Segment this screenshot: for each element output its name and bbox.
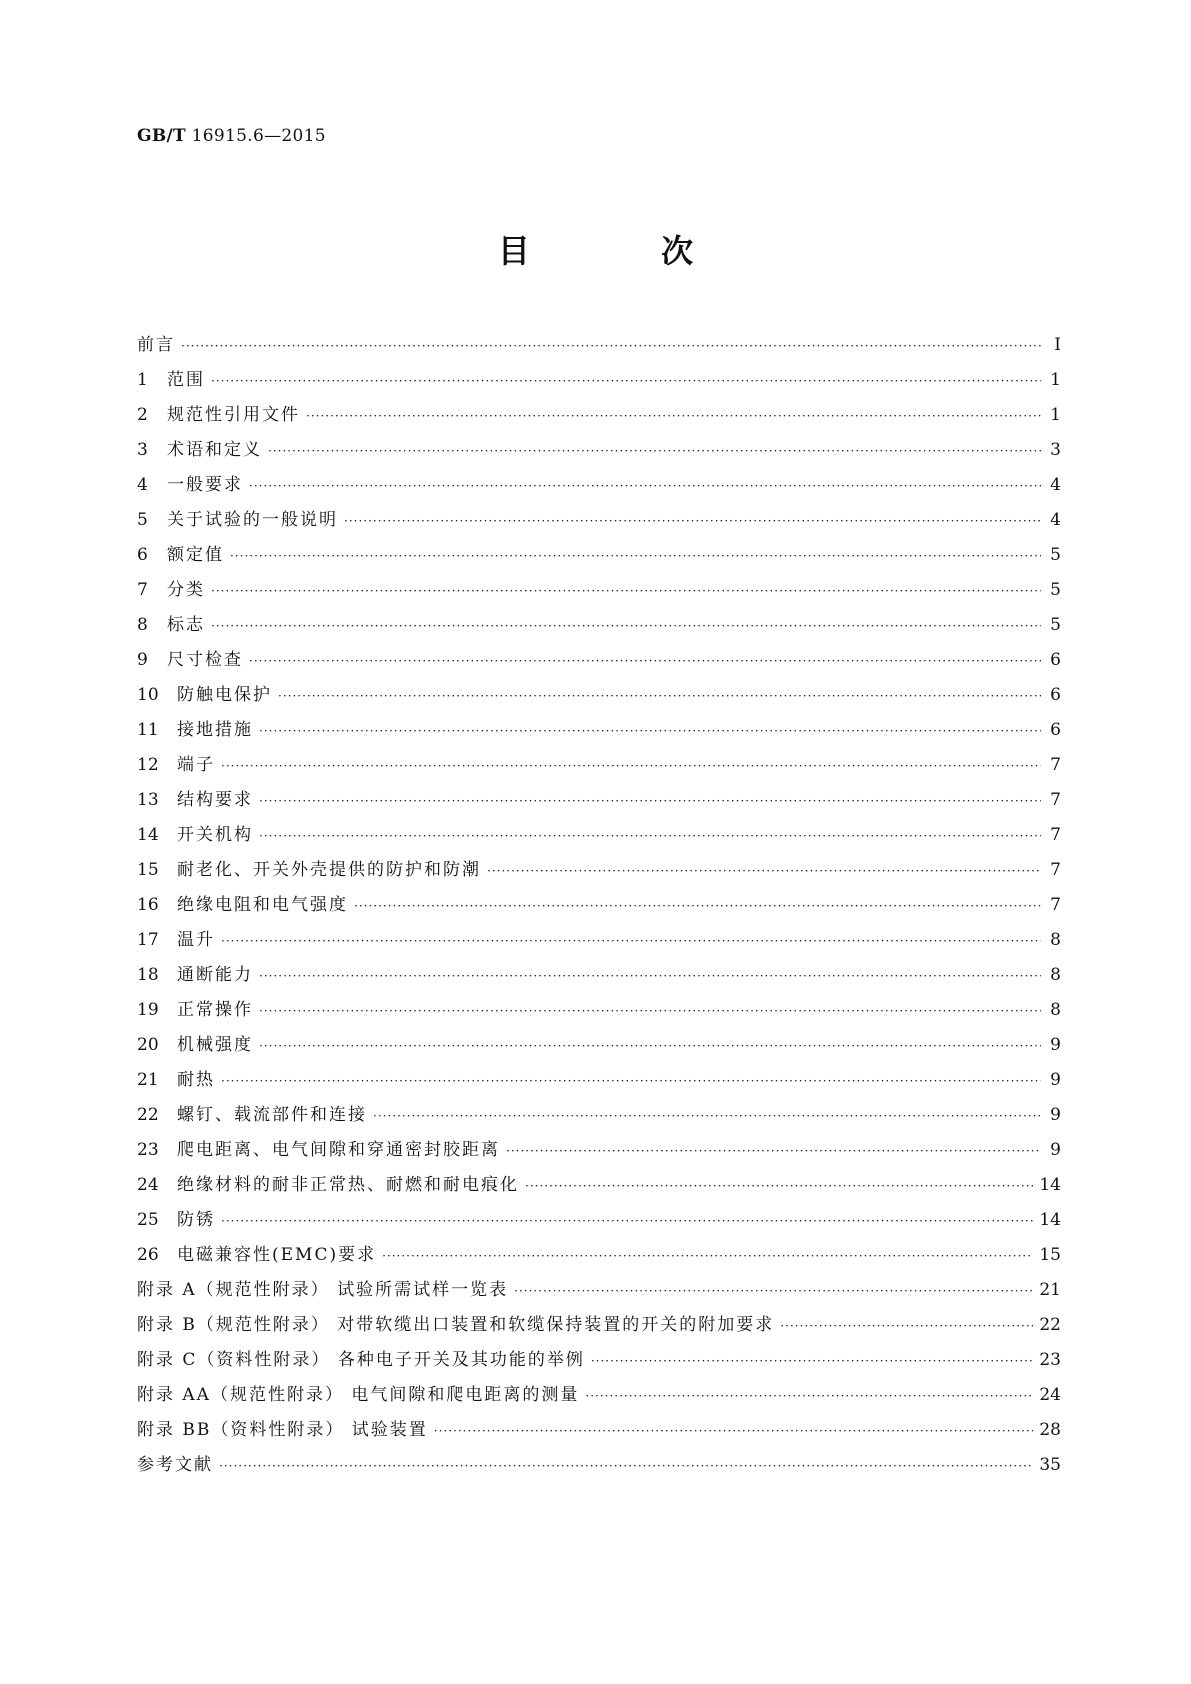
toc-entry[interactable]	[137, 643, 1061, 678]
toc-entry-page: 24	[1039, 1385, 1061, 1405]
page-title: 目 次	[497, 232, 754, 270]
toc-entry-number: 18	[137, 965, 159, 985]
toc-leader-dots	[278, 679, 1041, 714]
toc-entry-page: 23	[1039, 1350, 1061, 1370]
toc-leader-dots	[525, 1169, 1033, 1204]
toc-entry-number: 14	[137, 825, 159, 845]
toc-entry-label: 防锈	[177, 1210, 215, 1230]
table-of-contents	[137, 328, 1061, 1483]
toc-entry-page: 1	[1050, 370, 1061, 390]
toc-entry[interactable]	[137, 713, 1061, 748]
toc-entry[interactable]	[137, 608, 1061, 643]
toc-leader-dots	[249, 644, 1041, 679]
toc-entry-page: 7	[1050, 860, 1061, 880]
toc-leader-dots	[230, 539, 1041, 574]
toc-leader-dots	[354, 889, 1041, 924]
toc-entry-page: 22	[1039, 1315, 1061, 1335]
toc-entry-number: 7	[137, 580, 148, 600]
standard-code: 16915.6—2015	[191, 126, 326, 146]
toc-entry-label: 规范性引用文件	[167, 405, 300, 425]
toc-entry-page: 7	[1050, 825, 1061, 845]
toc-entry-page: 5	[1050, 545, 1061, 565]
toc-entry-label: 附录 B（规范性附录） 对带软缆出口装置和软缆保持装置的开关的附加要求	[137, 1315, 775, 1335]
toc-entry-label: 螺钉、载流部件和连接	[177, 1105, 367, 1125]
toc-entry-page: 5	[1050, 615, 1061, 635]
toc-entry-page: Ⅰ	[1054, 335, 1061, 355]
toc-leader-dots	[221, 924, 1041, 959]
toc-entry-label: 标志	[167, 615, 205, 635]
toc-leader-dots	[268, 434, 1041, 469]
toc-entry[interactable]	[137, 1343, 1061, 1378]
toc-entry-number: 12	[137, 755, 159, 775]
toc-entry[interactable]	[137, 398, 1061, 433]
toc-entry-label: 附录 C（资料性附录） 各种电子开关及其功能的举例	[137, 1350, 585, 1370]
toc-leader-dots	[259, 959, 1041, 994]
toc-entry-number: 26	[137, 1245, 159, 1265]
toc-entry-page: 8	[1050, 930, 1061, 950]
toc-entry-page: 14	[1039, 1210, 1061, 1230]
toc-entry-page: 6	[1050, 720, 1061, 740]
toc-entry-number: 25	[137, 1210, 159, 1230]
toc-leader-dots	[221, 1064, 1041, 1099]
toc-entry[interactable]	[137, 1133, 1061, 1168]
toc-entry-page: 7	[1050, 895, 1061, 915]
toc-leader-dots	[514, 1274, 1033, 1309]
toc-entry[interactable]	[137, 1203, 1061, 1238]
toc-entry-page: 9	[1050, 1035, 1061, 1055]
toc-leader-dots	[382, 1239, 1033, 1274]
toc-entry[interactable]	[137, 888, 1061, 923]
toc-entry-number: 9	[137, 650, 148, 670]
toc-entry-label: 结构要求	[177, 790, 253, 810]
toc-entry[interactable]	[137, 1238, 1061, 1273]
toc-entry-label: 尺寸检查	[167, 650, 243, 670]
toc-entry[interactable]	[137, 783, 1061, 818]
toc-entry-label: 参考文献	[137, 1455, 213, 1475]
toc-entry[interactable]	[137, 958, 1061, 993]
toc-entry[interactable]	[137, 1098, 1061, 1133]
toc-leader-dots	[221, 749, 1041, 784]
toc-leader-dots	[434, 1414, 1034, 1449]
toc-entry-number: 15	[137, 860, 159, 880]
toc-entry[interactable]	[137, 923, 1061, 958]
toc-entry[interactable]	[137, 1063, 1061, 1098]
toc-entry-number: 19	[137, 1000, 159, 1020]
toc-entry-number: 4	[137, 475, 148, 495]
toc-entry-label: 分类	[167, 580, 205, 600]
toc-leader-dots	[259, 714, 1041, 749]
toc-entry-label: 接地措施	[177, 720, 253, 740]
toc-entry[interactable]	[137, 1273, 1061, 1308]
toc-entry[interactable]	[137, 1448, 1061, 1483]
toc-entry-label: 附录 BB（资料性附录） 试验装置	[137, 1420, 428, 1440]
toc-entry-label: 机械强度	[177, 1035, 253, 1055]
toc-entry-page: 21	[1039, 1280, 1061, 1300]
toc-leader-dots	[591, 1344, 1034, 1379]
toc-leader-dots	[344, 504, 1041, 539]
toc-entry-number: 21	[137, 1070, 159, 1090]
toc-entry-label: 正常操作	[177, 1000, 253, 1020]
toc-entry[interactable]	[137, 1168, 1061, 1203]
toc-entry-number: 11	[137, 720, 159, 740]
toc-leader-dots	[219, 1449, 1033, 1484]
toc-entry-number: 2	[137, 405, 148, 425]
toc-entry-page: 8	[1050, 965, 1061, 985]
toc-leader-dots	[259, 994, 1041, 1029]
toc-entry-page: 3	[1050, 440, 1061, 460]
toc-entry-label: 绝缘电阻和电气强度	[177, 895, 348, 915]
toc-entry-number: 8	[137, 615, 148, 635]
toc-entry[interactable]	[137, 853, 1061, 888]
toc-entry-number: 17	[137, 930, 159, 950]
toc-entry-page: 28	[1039, 1420, 1061, 1440]
toc-leader-dots	[487, 854, 1041, 889]
toc-entry-page: 14	[1039, 1175, 1061, 1195]
toc-entry-number: 6	[137, 545, 148, 565]
toc-entry-number: 24	[137, 1175, 159, 1195]
toc-entry-label: 电磁兼容性(EMC)要求	[177, 1245, 377, 1265]
toc-entry[interactable]	[137, 503, 1061, 538]
toc-leader-dots	[221, 1204, 1033, 1239]
toc-entry[interactable]	[137, 818, 1061, 853]
toc-entry[interactable]	[137, 363, 1061, 398]
toc-entry-page: 15	[1039, 1245, 1061, 1265]
toc-entry-number: 20	[137, 1035, 159, 1055]
toc-leader-dots	[506, 1134, 1041, 1169]
toc-entry[interactable]	[137, 1308, 1061, 1343]
toc-entry[interactable]	[137, 748, 1061, 783]
toc-entry[interactable]	[137, 468, 1061, 503]
toc-leader-dots	[211, 609, 1041, 644]
toc-entry-label: 通断能力	[177, 965, 253, 985]
standard-prefix: GB/T	[137, 126, 186, 146]
toc-leader-dots	[211, 364, 1041, 399]
toc-entry-number: 23	[137, 1140, 159, 1160]
toc-entry-label: 温升	[177, 930, 215, 950]
toc-entry-page: 1	[1050, 405, 1061, 425]
toc-leader-dots	[259, 784, 1041, 819]
toc-entry-label: 端子	[177, 755, 215, 775]
toc-entry-label: 额定值	[167, 545, 224, 565]
toc-leader-dots	[585, 1379, 1033, 1414]
toc-leader-dots	[259, 1029, 1041, 1064]
toc-entry-label: 附录 AA（规范性附录） 电气间隙和爬电距离的测量	[137, 1385, 580, 1405]
toc-entry-page: 7	[1050, 790, 1061, 810]
toc-entry[interactable]	[137, 1378, 1061, 1413]
toc-entry-label: 关于试验的一般说明	[167, 510, 338, 530]
toc-entry-label: 耐热	[177, 1070, 215, 1090]
toc-entry-label: 耐老化、开关外壳提供的防护和防潮	[177, 860, 481, 880]
toc-entry-label: 术语和定义	[167, 440, 262, 460]
toc-entry-label: 开关机构	[177, 825, 253, 845]
toc-entry-page: 8	[1050, 1000, 1061, 1020]
toc-entry-number: 5	[137, 510, 148, 530]
toc-entry-page: 6	[1050, 650, 1061, 670]
toc-entry-number: 22	[137, 1105, 159, 1125]
toc-entry-page: 9	[1050, 1140, 1061, 1160]
toc-entry-page: 35	[1039, 1455, 1061, 1475]
toc-entry-number: 13	[137, 790, 159, 810]
toc-entry-label: 前言	[137, 335, 175, 355]
toc-entry-label: 爬电距离、电气间隙和穿通密封胶距离	[177, 1140, 500, 1160]
toc-entry-label: 附录 A（规范性附录） 试验所需试样一览表	[137, 1280, 509, 1300]
toc-entry-page: 7	[1050, 755, 1061, 775]
toc-entry[interactable]	[137, 1028, 1061, 1063]
toc-entry-page: 6	[1050, 685, 1061, 705]
toc-entry-label: 范围	[167, 370, 205, 390]
toc-entry[interactable]	[137, 538, 1061, 573]
toc-entry-label: 一般要求	[167, 475, 243, 495]
toc-entry-page: 9	[1050, 1070, 1061, 1090]
toc-entry[interactable]	[137, 328, 1061, 363]
toc-leader-dots	[249, 469, 1041, 504]
toc-entry-number: 3	[137, 440, 148, 460]
toc-entry[interactable]	[137, 1413, 1061, 1448]
toc-entry-number: 1	[137, 370, 148, 390]
toc-entry-page: 4	[1050, 475, 1061, 495]
toc-entry-page: 4	[1050, 510, 1061, 530]
toc-leader-dots	[306, 399, 1041, 434]
toc-entry[interactable]	[137, 993, 1061, 1028]
toc-leader-dots	[373, 1099, 1041, 1134]
toc-leader-dots	[780, 1309, 1033, 1344]
toc-leader-dots	[211, 574, 1041, 609]
toc-entry-number: 16	[137, 895, 159, 915]
toc-entry-label: 防触电保护	[177, 685, 272, 705]
toc-entry[interactable]	[137, 433, 1061, 468]
toc-entry-number: 10	[137, 685, 159, 705]
toc-leader-dots	[181, 329, 1041, 364]
toc-entry[interactable]	[137, 678, 1061, 713]
toc-entry-label: 绝缘材料的耐非正常热、耐燃和耐电痕化	[177, 1175, 519, 1195]
toc-leader-dots	[259, 819, 1041, 854]
toc-entry-page: 5	[1050, 580, 1061, 600]
toc-entry[interactable]	[137, 573, 1061, 608]
standard-number	[137, 126, 326, 146]
toc-entry-page: 9	[1050, 1105, 1061, 1125]
